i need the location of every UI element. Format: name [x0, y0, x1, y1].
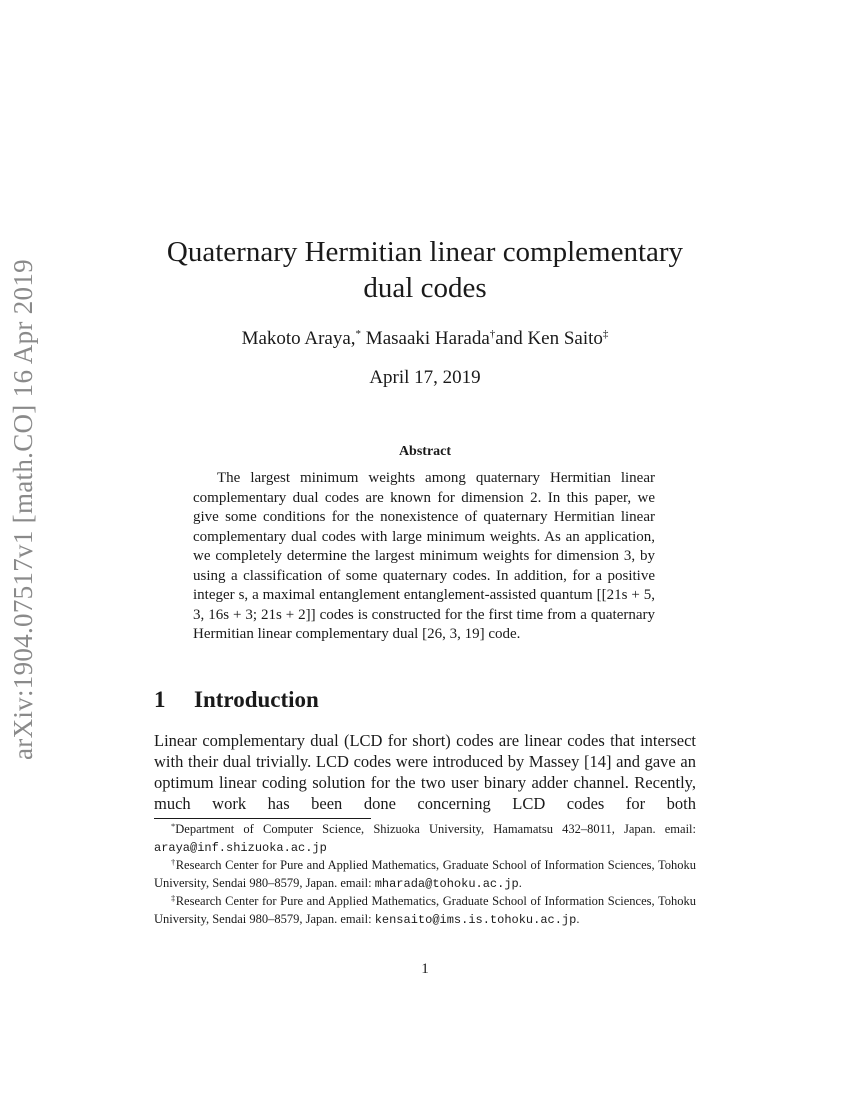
- footnote-separator: [154, 818, 371, 819]
- author-footnote-mark: *: [355, 328, 362, 340]
- title-line-2: dual codes: [363, 272, 487, 304]
- footnote-email-suffix: .: [518, 875, 522, 890]
- footnotes: [154, 821, 696, 929]
- page-number: 1: [421, 961, 429, 977]
- abstract-text: The largest minimum weights among quaternary Hermitian linear complementary dual codes are known for dimension 2. In this paper, we give some conditions for the nonexistence of quaternary Hermitian linear complementary dual codes with large minimum weights. As an application, we completely determine the largest minimum weights for dimension 3, by using a classification of some quaternary codes. In addition, for a positive integer s, a maximal entanglement entanglement-assisted quantum [[21s + 5, 3, 16s + 3; 21s + 2]] codes is constructed for the first time from a quaternary Hermitian linear complementary dual [26, 3, 19] code.: [193, 470, 655, 642]
- footnote-text: Research Center for Pure and Applied Mathematics, Graduate School of Information Sciences, Tohoku University, Sendai 980–8579, Japan.: [154, 858, 696, 890]
- title-line-1: Quaternary Hermitian linear complementary: [166, 236, 684, 268]
- paper-date: April 17, 2019: [369, 367, 481, 388]
- section-number: 1: [154, 687, 166, 712]
- author-list: [140, 327, 710, 351]
- paper-title: [140, 234, 710, 306]
- author-name: and Ken Saito: [495, 328, 603, 349]
- author-name: Makoto Araya,: [241, 328, 356, 349]
- footnote: [154, 821, 696, 857]
- introduction-paragraph: Linear complementary dual (LCD for short) codes are linear codes that intersect with their dual trivially. LCD codes were introduced by Massey [14] and gave an optimum linear coding solution for the two user binary adder channel. Recently, much work has been done concerning LCD codes for both: [154, 731, 696, 813]
- footnote-email-label: email:: [340, 911, 372, 926]
- abstract-body: [193, 469, 655, 645]
- footnote-mark: *: [171, 821, 176, 831]
- arxiv-identifier-stamp: arXiv:1904.07517v1 [math.CO] 16 Apr 2019: [8, 259, 38, 760]
- footnote-email[interactable]: kensaito@ims.is.tohoku.ac.jp: [374, 912, 577, 927]
- footnote-text: Department of Computer Science, Shizuoka University, Hamamatsu 432–8011, Japan.: [175, 822, 656, 836]
- author-name: Masaaki Harada: [365, 328, 490, 349]
- footnote-email-label: email:: [664, 822, 696, 836]
- section-heading: [154, 686, 319, 714]
- footnote-email[interactable]: mharada@tohoku.ac.jp: [374, 876, 519, 891]
- footnote: [154, 893, 696, 929]
- footnote-email[interactable]: araya@inf.shizuoka.ac.jp: [154, 840, 327, 855]
- section-title: Introduction: [194, 687, 319, 712]
- footnote: [154, 857, 696, 893]
- footnote-mark: †: [171, 857, 176, 867]
- footnote-mark: ‡: [171, 893, 176, 903]
- footnote-email-suffix: .: [576, 911, 580, 926]
- footnote-text: Research Center for Pure and Applied Mathematics, Graduate School of Information Sciences, Tohoku University, Sendai 980–8579, Japan.: [154, 894, 696, 926]
- author-footnote-mark: †: [489, 328, 496, 340]
- author-footnote-mark: ‡: [602, 328, 609, 340]
- footnote-email-label: email:: [340, 875, 372, 890]
- abstract-heading: Abstract: [398, 444, 452, 459]
